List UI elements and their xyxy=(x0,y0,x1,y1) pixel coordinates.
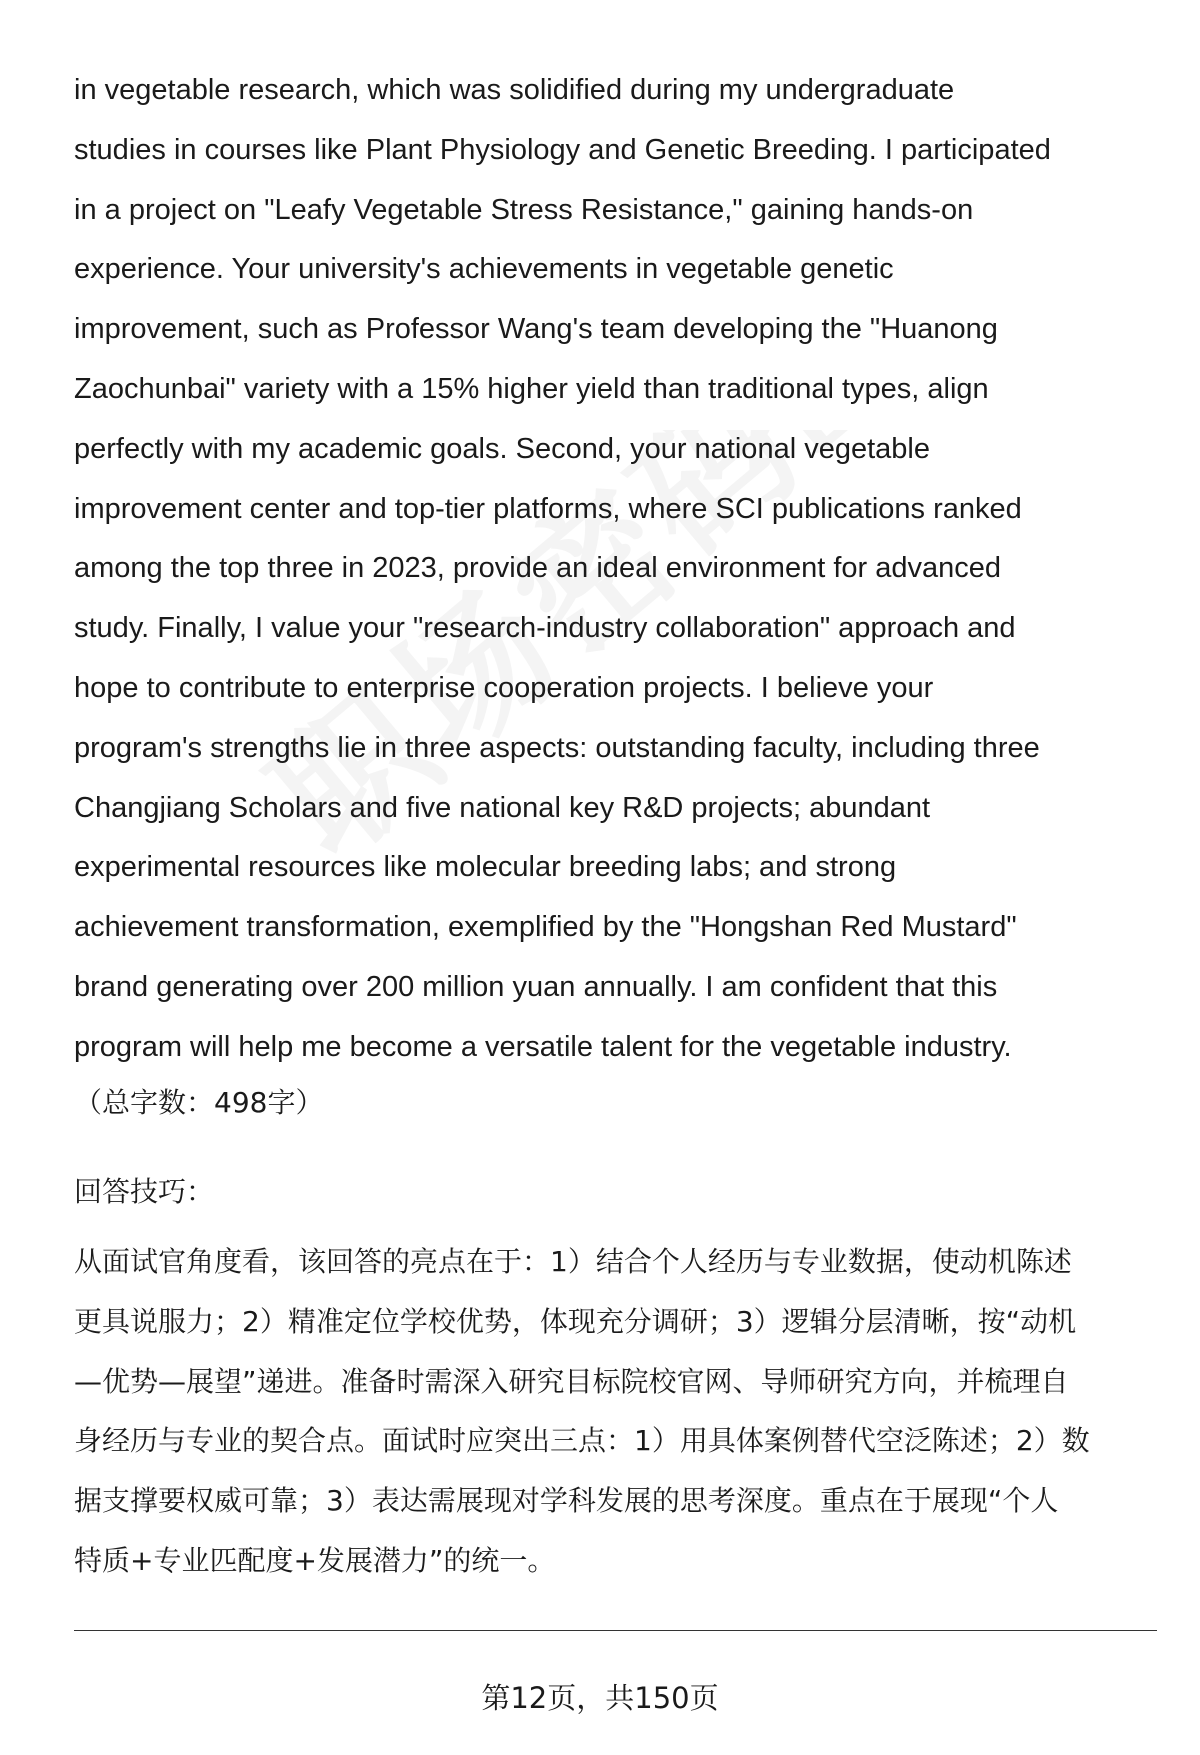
answer-line: experience. Your university's achievements in vegetable genetic xyxy=(74,253,894,286)
answer-line: improvement center and top-tier platforms, where SCI publications ranked xyxy=(74,492,1022,525)
answer-line: perfectly with my academic goals. Second, your national vegetable xyxy=(74,432,930,465)
tips-line: 据支撑要权威可靠；3）表达需展现对学科发展的思考深度。重点在于展现“个人 xyxy=(74,1484,1059,1518)
tips-heading: 回答技巧： xyxy=(74,1175,215,1208)
tips-line: 从面试官角度看，该回答的亮点在于：1）结合个人经历与专业数据，使动机陈述 xyxy=(74,1245,1072,1278)
word-count-note: （总字数：498字） xyxy=(74,1086,324,1119)
answer-line: achievement transformation, exemplified by the "Hongshan Red Mustard" xyxy=(74,911,1017,944)
answer-line: program's strengths lie in three aspects: outstanding faculty, including three xyxy=(74,731,1040,764)
tips-paragraph xyxy=(74,1232,1164,1591)
answer-line: Changjiang Scholars and five national key R&D projects; abundant xyxy=(74,791,931,824)
footer-divider xyxy=(74,1630,1157,1631)
tips-line: 特质+专业匹配度+发展潜力”的统一。 xyxy=(74,1543,556,1577)
answer-line: hope to contribute to enterprise cooperation projects. I believe your xyxy=(74,671,934,704)
tips-line: 身经历与专业的契合点。面试时应突出三点：1）用具体案例替代空泛陈述；2）数 xyxy=(74,1424,1090,1458)
answer-line: study. Finally, I value your "research-industry collaboration" approach and xyxy=(74,612,1016,645)
page-number: 第12页，共150页 xyxy=(481,1681,719,1715)
answer-line: brand generating over 200 million yuan annually. I am confident that this xyxy=(74,970,998,1003)
answer-line: experimental resources like molecular breeding labs; and strong xyxy=(74,851,897,884)
answer-line: studies in courses like Plant Physiology and Genetic Breeding. I participated xyxy=(74,133,1051,166)
answer-line: in a project on "Leafy Vegetable Stress Resistance," gaining hands-on xyxy=(74,193,974,226)
answer-paragraph xyxy=(74,61,1164,1078)
answer-line: in vegetable research, which was solidified during my undergraduate xyxy=(74,74,955,106)
answer-line: improvement, such as Professor Wang's team developing the "Huanong xyxy=(74,313,998,346)
tips-line: 更具说服力；2）精准定位学校优势，体现充分调研；3）逻辑分层清晰，按“动机 xyxy=(74,1304,1077,1338)
answer-line: program will help me become a versatile talent for the vegetable industry. xyxy=(74,1030,1012,1063)
answer-line: Zaochunbai" variety with a 15% higher yield than traditional types, align xyxy=(74,372,989,405)
tips-line: —优势—展望”递进。准备时需深入研究目标院校官网、导师研究方向，并梳理自 xyxy=(74,1364,1069,1398)
answer-line: among the top three in 2023, provide an ideal environment for advanced xyxy=(74,552,1002,585)
